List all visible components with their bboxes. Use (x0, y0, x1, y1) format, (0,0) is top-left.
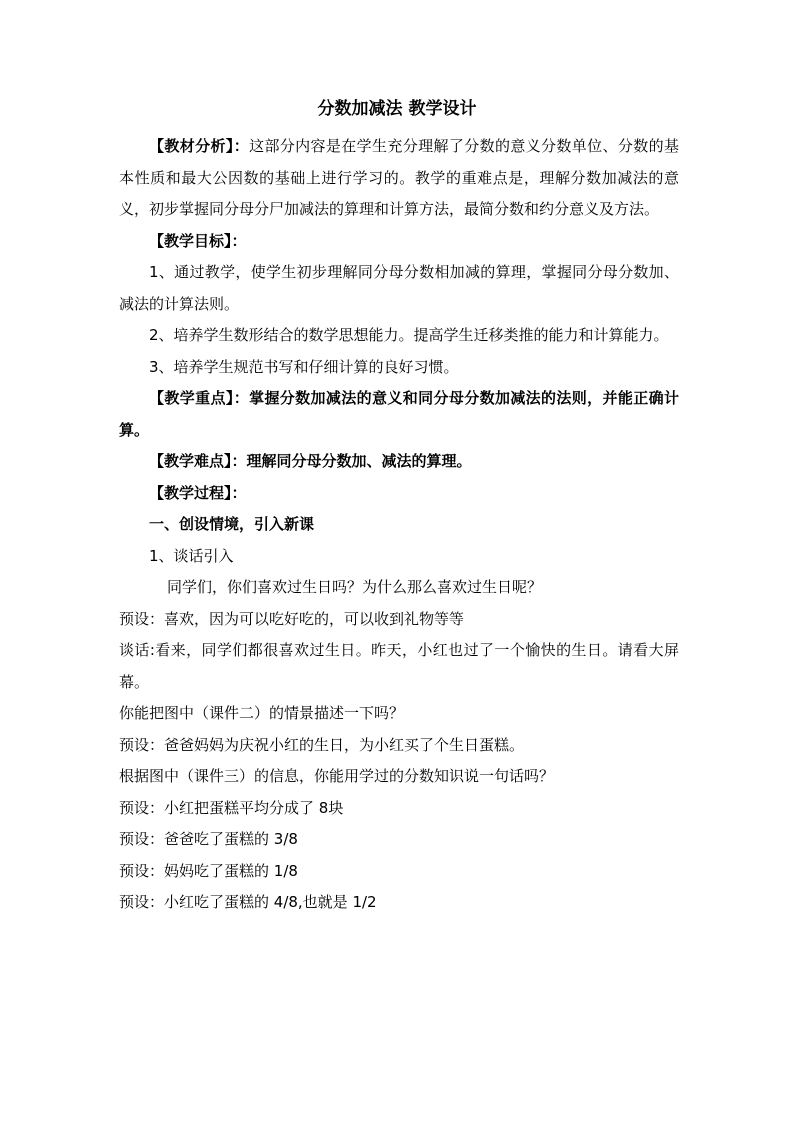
section-heading-goals: 【教学目标】： (149, 231, 247, 250)
dialogue-line: 根据图中（课件三）的信息，你能用学过的分数知识说一句话吗？ (119, 767, 555, 785)
dialogue-line: 预设：小红吃了蛋糕的 4/8,也就是 1/2 (119, 893, 377, 911)
subsection-heading: 一、创设情境，引入新课 (149, 515, 315, 533)
section-heading-process: 【教学过程】： (149, 483, 247, 502)
document-title: 分数加减法 教学设计 (317, 99, 477, 119)
dialogue-line: 谈话:看来，同学们都很喜欢过生日。昨天，小红也过了一个愉快的生日。请看大屏幕。 (119, 641, 679, 691)
document-body (119, 131, 679, 919)
section-key-points: 【教学重点】：掌握分数加减法的意义和同分母分数加减法的法则，并能正确计算。 (119, 389, 679, 439)
goal-item: 3、培养学生规范书写和仔细计算的良好习惯。 (149, 357, 459, 376)
dialogue-line: 预设：小红把蛋糕平均分成了 8块 (119, 798, 344, 817)
step-heading: 1、谈话引入 (149, 546, 234, 565)
section-difficulties: 【教学难点】：理解同分母分数加、减法的算理。 (149, 452, 472, 470)
section-heading: 【教材分析】： (149, 137, 250, 155)
paragraph-material-analysis: 【教材分析】：这部分内容是在学生充分理解了分数的意义分数单位、分数的基本性质和最大公因数的基础上进行学习的。教学的重难点是，理解分数加减法的意义，初步掌握同分母分尸加减法的算理和计算方法，最简分数和约分意义及方法。 (119, 137, 679, 218)
dialogue-line: 预设：爸爸吃了蛋糕的 3/8 (119, 830, 298, 848)
dialogue-line: 你能把图中（课件二）的情景描述一下吗？ (119, 704, 405, 722)
goal-item: 2、培养学生数形结合的数学思想能力。提高学生迁移类推的能力和计算能力。 (149, 326, 669, 344)
dialogue-line: 预设：妈妈吃了蛋糕的 1/8 (119, 861, 298, 880)
dialogue-line: 预设：爸爸妈妈为庆祝小红的生日，为小红买了个生日蛋糕。 (119, 735, 525, 754)
goal-item: 1、通过教学，使学生初步理解同分母分数相加减的算理，掌握同分母分数加、减法的计算法则。 (119, 263, 679, 313)
dialogue-line: 预设：喜欢，因为可以吃好吃的，可以收到礼物等等 (119, 609, 465, 628)
dialogue-line: 同学们，你们喜欢过生日吗？为什么那么喜欢过生日呢？ (167, 578, 543, 596)
